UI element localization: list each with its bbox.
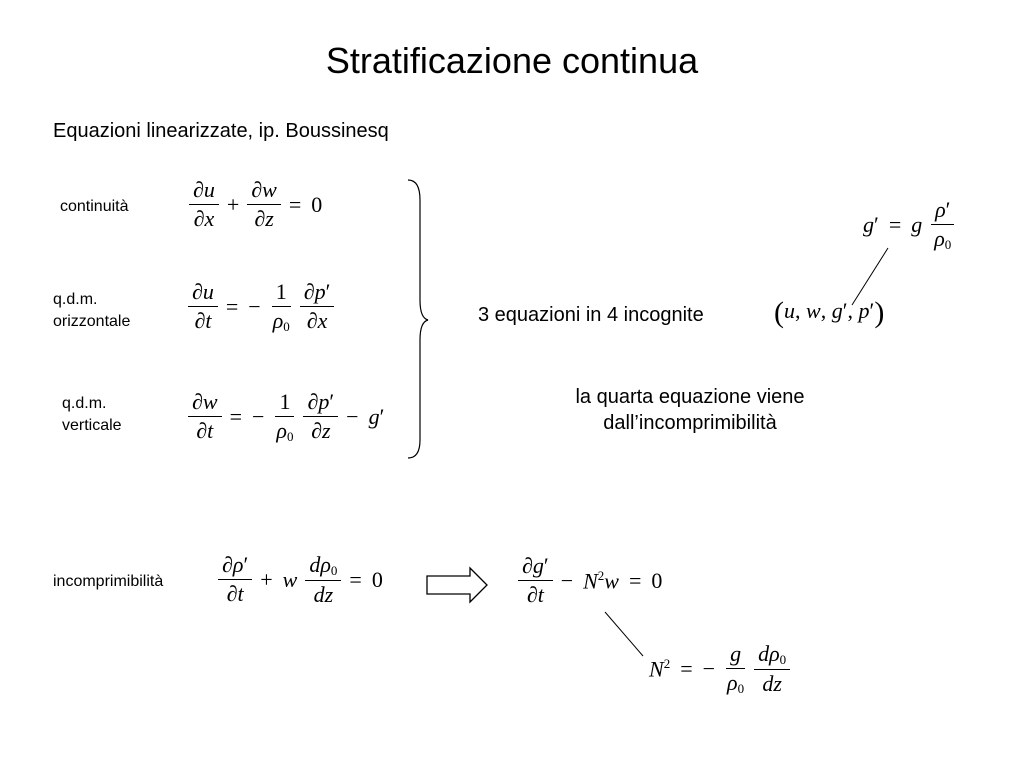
equation-momentum-horizontal: $\frac{\partial u}{\partial t}$ = − $\frac{1}{\rho_0}$ $\frac{\partial p'}{\partial x}$ (185, 278, 337, 336)
equation-buoyancy: $\frac{\partial g'}{\partial t}$ − $N^2w = 0$ (515, 552, 667, 610)
statement-fourth-equation-line1: la quarta equazione viene (575, 386, 805, 408)
equation-continuity: $\frac{\partial u}{\partial x}$ + $\frac{\partial w}{\partial z}$ = 0 (186, 176, 327, 234)
page-title: Stratificazione continua (325, 40, 699, 81)
label-qdm-verticale-line1: q.d.m. (62, 395, 107, 412)
equation-momentum-vertical: $\frac{\partial w}{\partial t}$ = − $\frac{1}{\rho_0}$ $\frac{\partial p'}{\partial z}$ − g′ (185, 388, 389, 446)
statement-system-count: 3 equazioni in 4 incognite (478, 304, 704, 326)
connector-line-gprime (852, 248, 888, 305)
label-qdm-verticale-line2: verticale (62, 417, 122, 434)
equation-incompressibility: $\frac{\partial\rho'}{\partial t}$ + w $\frac{d\rho_0}{dz}$ = 0 (215, 551, 388, 609)
hollow-right-arrow-icon (427, 568, 487, 602)
connector-line-n2 (605, 612, 643, 656)
right-curly-brace-icon (408, 180, 428, 458)
equation-brunt-vaisala: $N^2$ = − $\frac{g}{\rho_0}$ $\frac{d\rho_0}{dz}$ (644, 640, 793, 698)
statement-fourth-equation-line2: dall’incomprimibilità (603, 412, 777, 434)
unknowns-tuple: (u, w, g′, p′) (774, 296, 885, 329)
label-incomprimibilita: incomprimibilità (53, 573, 164, 590)
label-qdm-orizzontale-line2: orizzontale (53, 313, 131, 330)
label-continuita: continuità (60, 198, 129, 215)
label-qdm-orizzontale-line1: q.d.m. (53, 291, 98, 308)
equation-reduced-gravity: g′ = g $\frac{\rho'}{\rho_0}$ (858, 196, 958, 254)
page-subtitle: Equazioni linearizzate, ip. Boussinesq (53, 120, 389, 142)
